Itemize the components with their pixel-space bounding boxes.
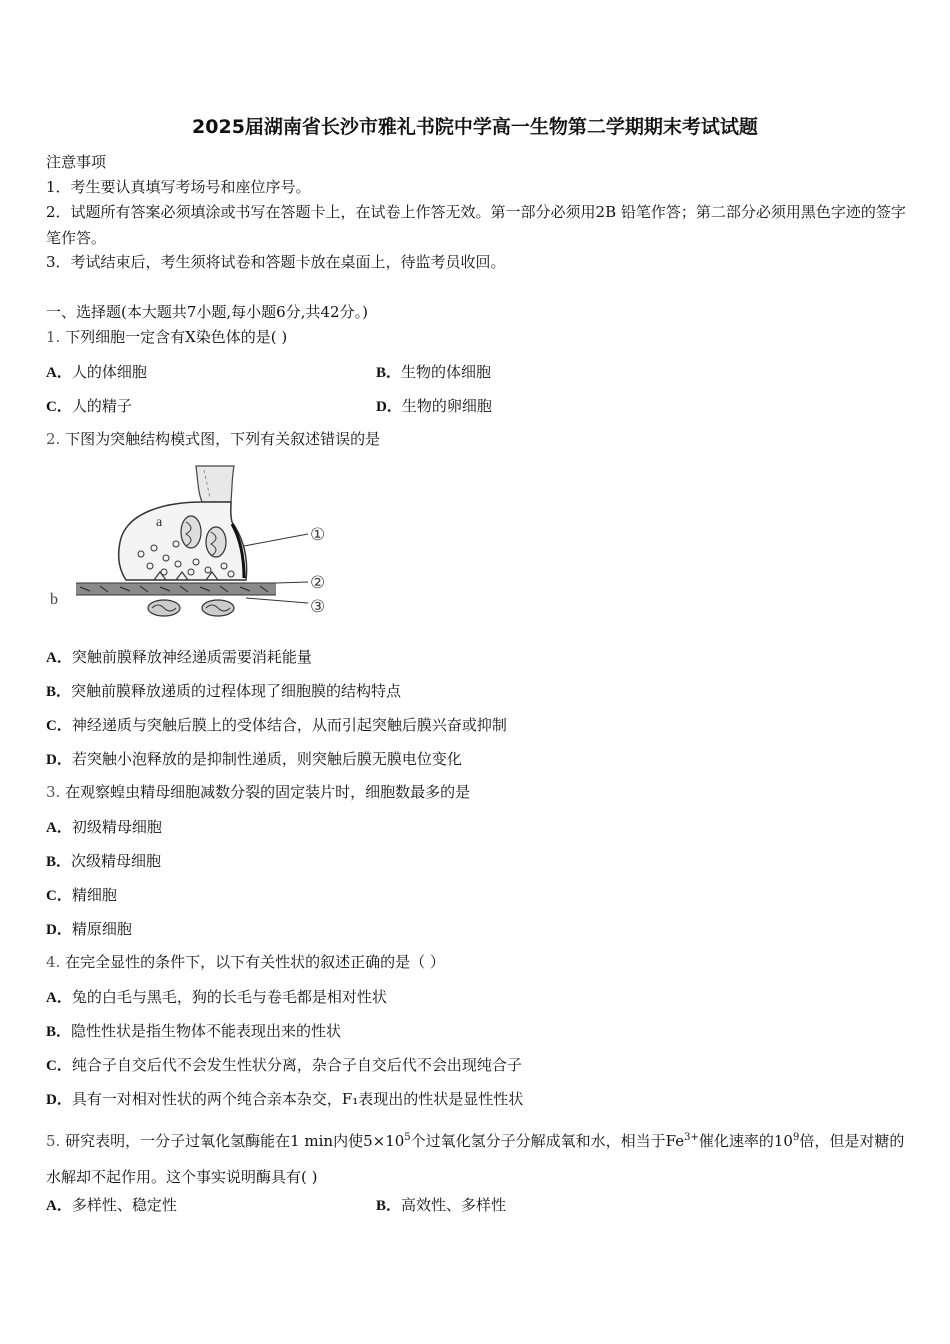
- question-stem: 下图为突触结构模式图，下列有关叙述错误的是: [65, 430, 381, 448]
- notice-heading: 注意事项: [46, 153, 107, 171]
- section-heading: 一、选择题(本大题共7小题,每小题6分,共42分。): [46, 303, 368, 321]
- q4-option-a[interactable]: A．兔的白毛与黑毛，狗的长毛与卷毛都是相对性状: [46, 988, 387, 1006]
- question-number: 3.: [46, 783, 61, 801]
- question-number: 5.: [46, 1132, 61, 1150]
- q4-option-c[interactable]: C．纯合子自交后代不会发生性状分离，杂合子自交后代不会出现纯合子: [46, 1056, 522, 1074]
- q1-option-b[interactable]: B．生物的体细胞: [376, 363, 492, 381]
- exponent: 5: [404, 1132, 411, 1143]
- question-number: 4.: [46, 953, 61, 971]
- exam-title: 2025届湖南省长沙市雅礼书院中学高一生物第二学期期末考试试题: [192, 116, 758, 138]
- q1-option-c[interactable]: C．人的精子: [46, 397, 132, 415]
- question-5: [46, 1120, 906, 1195]
- notice-item-2: 2．试题所有答案必须填涂或书写在答题卡上，在试卷上作答无效。第一部分必须用2B 铅笔作答；第二部分必须用黑色字迹的签字笔作答。: [46, 203, 906, 247]
- question-stem-part: 催化速率的10: [698, 1132, 793, 1150]
- q3-option-c[interactable]: C．精细胞: [46, 886, 117, 904]
- question-number: 2.: [46, 430, 61, 448]
- q1-option-a[interactable]: A．人的体细胞: [46, 363, 147, 381]
- exponent: 9: [792, 1132, 800, 1143]
- question-number: 1.: [46, 328, 61, 346]
- q5-option-a[interactable]: A．多样性、稳定性: [46, 1196, 177, 1214]
- label-3: ③: [310, 597, 326, 617]
- charge: 3+: [684, 1132, 699, 1143]
- label-b: b: [50, 591, 58, 608]
- question-stem-part: 个过氧化氢分子分解成氧和水，相当于Fe: [410, 1132, 685, 1150]
- question-2: [46, 429, 380, 449]
- q1-option-d[interactable]: D．生物的卵细胞: [376, 397, 492, 415]
- q2-option-c[interactable]: C．神经递质与突触后膜上的受体结合，从而引起突触后膜兴奋或抑制: [46, 716, 507, 734]
- notice-item-3: 3．考试结束后，考生须将试卷和答题卡放在桌面上，待监考员收回。: [46, 253, 506, 271]
- question-stem: 在完全显性的条件下，以下有关性状的叙述正确的是（ ）: [65, 953, 445, 971]
- label-a: a: [156, 515, 163, 530]
- q4-option-b[interactable]: B．隐性性状是指生物体不能表现出来的性状: [46, 1022, 342, 1040]
- q3-option-b[interactable]: B．次级精母细胞: [46, 852, 162, 870]
- q2-option-d[interactable]: D．若突触小泡释放的是抑制性递质，则突触后膜无膜电位变化: [46, 750, 462, 768]
- q2-option-b[interactable]: B．突触前膜释放递质的过程体现了细胞膜的结构特点: [46, 682, 402, 700]
- synapse-diagram: [46, 462, 346, 624]
- q4-option-d[interactable]: D．具有一对相对性状的两个纯合亲本杂交，F₁表现出的性状是显性性状: [46, 1090, 524, 1108]
- question-stem: 下列细胞一定含有X染色体的是( ): [65, 328, 288, 346]
- label-2: ②: [310, 573, 326, 593]
- q5-option-b[interactable]: B．高效性、多样性: [376, 1196, 507, 1214]
- question-stem-part: 倍，但是对糖的水解却不起作用。这个事实说明酶具有( ): [46, 1132, 905, 1186]
- question-4: [46, 952, 445, 972]
- q3-option-d[interactable]: D．精原细胞: [46, 920, 132, 938]
- question-stem-part: 研究表明，一分子过氧化氢酶能在1 min内使5×10: [65, 1132, 405, 1150]
- question-3: [46, 782, 470, 802]
- label-1: ①: [310, 525, 326, 545]
- q3-option-a[interactable]: A．初级精母细胞: [46, 818, 162, 836]
- question-stem: 在观察蝗虫精母细胞减数分裂的固定装片时，细胞数最多的是: [65, 783, 471, 801]
- question-1: [46, 327, 287, 347]
- notice-item-1: 1．考生要认真填写考场号和座位序号。: [46, 178, 311, 196]
- q2-option-a[interactable]: A．突触前膜释放神经递质需要消耗能量: [46, 648, 312, 666]
